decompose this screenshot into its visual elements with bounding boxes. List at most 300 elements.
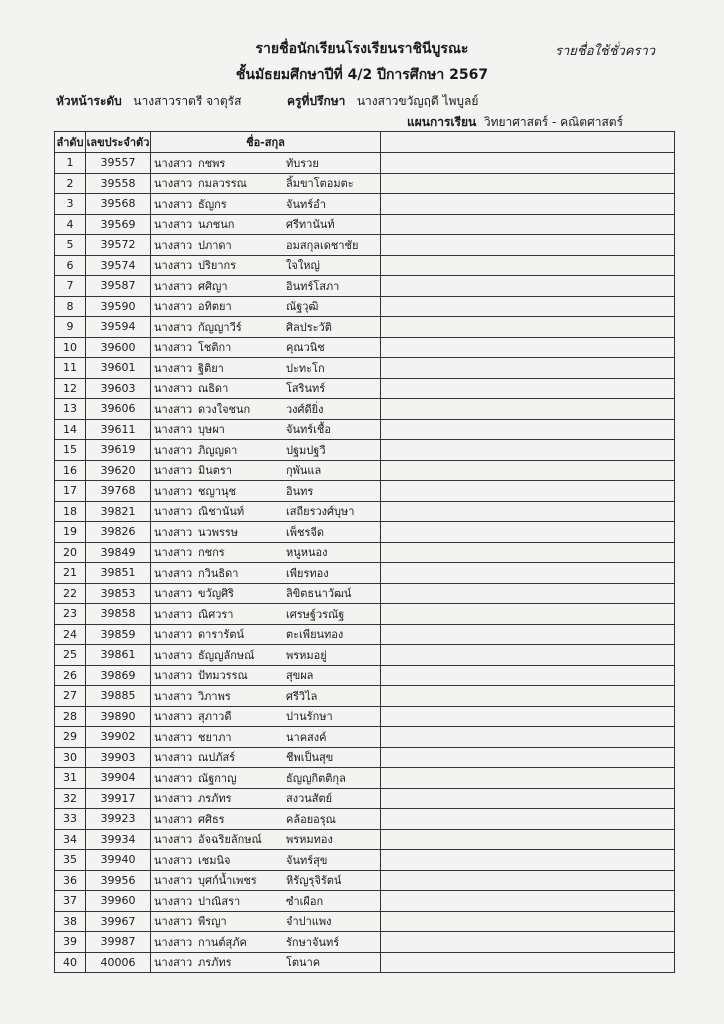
student-name xyxy=(151,501,381,522)
blank-cell xyxy=(381,604,675,625)
blank-cell xyxy=(381,645,675,666)
first-name: โชติกา xyxy=(198,341,232,355)
name-prefix: นางสาว xyxy=(154,566,193,580)
student-name xyxy=(151,358,381,379)
name-prefix: นางสาว xyxy=(154,279,193,293)
blank-cell xyxy=(381,563,675,584)
row-number: 19 xyxy=(55,522,86,543)
blank-cell xyxy=(381,481,675,502)
first-name: ปัทมวรรณ xyxy=(198,669,248,683)
last-name: ศรีทานันท์ xyxy=(286,218,335,232)
student-id: 39620 xyxy=(86,460,151,481)
row-number: 17 xyxy=(55,481,86,502)
table-row xyxy=(55,604,675,625)
last-name: ณัฐวุฒิ xyxy=(286,300,319,314)
blank-cell xyxy=(381,952,675,973)
first-name: ภิญญดา xyxy=(198,443,238,457)
student-name xyxy=(151,706,381,727)
table-row xyxy=(55,317,675,338)
table-row xyxy=(55,481,675,502)
name-prefix: นางสาว xyxy=(154,402,193,416)
name-prefix: นางสาว xyxy=(154,710,193,724)
student-id: 39902 xyxy=(86,727,151,748)
program-label: แผนการเรียน xyxy=(407,115,477,129)
last-name: สุขผล xyxy=(286,669,314,683)
first-name: ศศิญา xyxy=(198,279,228,293)
student-id: 39849 xyxy=(86,542,151,563)
row-number: 5 xyxy=(55,235,86,256)
table-row xyxy=(55,501,675,522)
student-name xyxy=(151,788,381,809)
last-name: พรหมอยู่ xyxy=(286,648,327,662)
table-row xyxy=(55,399,675,420)
table-row xyxy=(55,440,675,461)
class-subtitle: ชั้นมัธยมศึกษาปีที่ 4/2 ปีการศึกษา 2567 xyxy=(235,67,489,83)
student-name xyxy=(151,235,381,256)
last-name: คุณวนิช xyxy=(286,341,325,355)
name-prefix: นางสาว xyxy=(154,669,193,683)
last-name: ซำเผือก xyxy=(286,894,324,908)
row-number: 27 xyxy=(55,686,86,707)
table-row xyxy=(55,563,675,584)
blank-cell xyxy=(381,768,675,789)
table-row xyxy=(55,665,675,686)
table-row xyxy=(55,788,675,809)
student-id: 39601 xyxy=(86,358,151,379)
row-number: 29 xyxy=(55,727,86,748)
name-prefix: นางสาว xyxy=(154,218,193,232)
student-id: 39869 xyxy=(86,665,151,686)
student-id: 39587 xyxy=(86,276,151,297)
first-name: ภรภัทร xyxy=(198,956,232,970)
last-name: อมสกุลเดชาชัย xyxy=(286,238,359,252)
table-row xyxy=(55,358,675,379)
student-name xyxy=(151,460,381,481)
name-prefix: นางสาว xyxy=(154,792,193,806)
advisor-label: ครูที่ปรึกษา xyxy=(287,94,346,108)
last-name: เศรษฐ์วรณัฐ xyxy=(286,607,345,621)
blank-cell xyxy=(381,337,675,358)
blank-cell xyxy=(381,399,675,420)
col-header-no: ลำดับ xyxy=(55,132,86,153)
name-prefix: นางสาว xyxy=(154,628,193,642)
student-id: 39960 xyxy=(86,891,151,912)
level-head-label: หัวหน้าระดับ xyxy=(56,94,122,108)
student-name xyxy=(151,153,381,174)
row-number: 38 xyxy=(55,911,86,932)
blank-cell xyxy=(381,173,675,194)
first-name: บุษผา xyxy=(198,423,225,437)
name-prefix: นางสาว xyxy=(154,587,193,601)
name-prefix: นางสาว xyxy=(154,956,193,970)
table-row xyxy=(55,194,675,215)
student-name xyxy=(151,768,381,789)
student-name xyxy=(151,255,381,276)
first-name: กมลวรรณ xyxy=(198,177,247,191)
first-name: ขวัญศิริ xyxy=(198,587,234,601)
student-id: 39904 xyxy=(86,768,151,789)
first-name: ภรภัทร xyxy=(198,792,232,806)
first-name: กชกร xyxy=(198,546,225,560)
table-row xyxy=(55,460,675,481)
first-name: บุศก์น้ำเพชร xyxy=(198,874,257,888)
row-number: 36 xyxy=(55,870,86,891)
student-id: 39851 xyxy=(86,563,151,584)
first-name: กัญญาวีร์ xyxy=(198,320,242,334)
first-name: ธัญกร xyxy=(198,197,227,211)
last-name: ใจใหญ่ xyxy=(286,259,320,273)
last-name: ปะทะโก xyxy=(286,361,325,375)
col-header-id: เลขประจำตัว xyxy=(86,132,151,153)
blank-cell xyxy=(381,214,675,235)
student-name xyxy=(151,378,381,399)
name-prefix: นางสาว xyxy=(154,156,193,170)
row-number: 6 xyxy=(55,255,86,276)
student-name xyxy=(151,932,381,953)
student-id: 39590 xyxy=(86,296,151,317)
student-name xyxy=(151,296,381,317)
last-name: จันทร์เชื้อ xyxy=(286,423,331,437)
row-number: 2 xyxy=(55,173,86,194)
first-name: ดวงใจชนก xyxy=(198,402,251,416)
student-name xyxy=(151,870,381,891)
blank-cell xyxy=(381,583,675,604)
table-row xyxy=(55,296,675,317)
table-row xyxy=(55,952,675,973)
first-name: ปาณิสรา xyxy=(198,894,241,908)
first-name: ศศิธร xyxy=(198,812,225,826)
student-name xyxy=(151,809,381,830)
row-number: 25 xyxy=(55,645,86,666)
first-name: ณธิดา xyxy=(198,382,229,396)
student-id: 39611 xyxy=(86,419,151,440)
blank-cell xyxy=(381,378,675,399)
last-name: จันทร์อำ xyxy=(286,197,326,211)
row-number: 37 xyxy=(55,891,86,912)
row-number: 26 xyxy=(55,665,86,686)
level-head-name: นางสาวราตรี จาตุรัส xyxy=(133,94,242,108)
last-name: ลิขิตธนาวัฒน์ xyxy=(286,587,352,601)
row-number: 30 xyxy=(55,747,86,768)
student-id: 39903 xyxy=(86,747,151,768)
table-row xyxy=(55,891,675,912)
name-prefix: นางสาว xyxy=(154,546,193,560)
student-name xyxy=(151,911,381,932)
table-row xyxy=(55,522,675,543)
student-id: 39600 xyxy=(86,337,151,358)
name-prefix: นางสาว xyxy=(154,320,193,334)
student-name xyxy=(151,850,381,871)
last-name: ศิลประวัติ xyxy=(286,320,332,334)
study-program xyxy=(407,113,623,132)
first-name: ธัญญลักษณ์ xyxy=(198,648,255,662)
blank-cell xyxy=(381,460,675,481)
blank-cell xyxy=(381,501,675,522)
first-name: วิภาพร xyxy=(198,689,231,703)
student-name xyxy=(151,563,381,584)
blank-cell xyxy=(381,706,675,727)
blank-cell xyxy=(381,440,675,461)
table-row xyxy=(55,911,675,932)
name-prefix: นางสาว xyxy=(154,894,193,908)
student-id: 40006 xyxy=(86,952,151,973)
row-number: 11 xyxy=(55,358,86,379)
first-name: อทิตยา xyxy=(198,300,232,314)
student-id: 39858 xyxy=(86,604,151,625)
table-row xyxy=(55,276,675,297)
student-name xyxy=(151,747,381,768)
first-name: นวพรรษ xyxy=(198,525,239,539)
table-row xyxy=(55,809,675,830)
last-name: จำปาแพง xyxy=(286,915,332,929)
row-number: 14 xyxy=(55,419,86,440)
name-prefix: นางสาว xyxy=(154,300,193,314)
student-id: 39987 xyxy=(86,932,151,953)
first-name: ปภาดา xyxy=(198,238,232,252)
row-number: 24 xyxy=(55,624,86,645)
blank-cell xyxy=(381,809,675,830)
last-name: เสถียรวงศ์บุษา xyxy=(286,505,355,519)
last-name: หิรัญรุจิรัตน์ xyxy=(286,874,342,888)
name-prefix: นางสาว xyxy=(154,853,193,867)
student-id: 39558 xyxy=(86,173,151,194)
last-name: คล้อยอรุณ xyxy=(286,812,336,826)
student-id: 39568 xyxy=(86,194,151,215)
student-name xyxy=(151,522,381,543)
last-name: วงศ์ดียิ่ง xyxy=(286,402,324,416)
blank-cell xyxy=(381,870,675,891)
row-number: 32 xyxy=(55,788,86,809)
table-row xyxy=(55,235,675,256)
student-id: 39572 xyxy=(86,235,151,256)
student-name xyxy=(151,481,381,502)
first-name: เชมนิจ xyxy=(198,853,231,867)
last-name: ลิ้มขาโตอมตะ xyxy=(286,177,354,191)
student-id: 39826 xyxy=(86,522,151,543)
blank-cell xyxy=(381,542,675,563)
student-id: 39569 xyxy=(86,214,151,235)
row-number: 21 xyxy=(55,563,86,584)
last-name: หนูหนอง xyxy=(286,546,328,560)
last-name: ทับรวย xyxy=(286,156,319,170)
first-name: นภชนก xyxy=(198,218,235,232)
student-id: 39619 xyxy=(86,440,151,461)
student-table xyxy=(54,131,675,973)
blank-cell xyxy=(381,788,675,809)
student-name xyxy=(151,727,381,748)
student-id: 39853 xyxy=(86,583,151,604)
name-prefix: นางสาว xyxy=(154,833,193,847)
student-name xyxy=(151,829,381,850)
name-prefix: นางสาว xyxy=(154,238,193,252)
last-name: อินทร xyxy=(286,484,314,498)
blank-cell xyxy=(381,891,675,912)
row-number: 7 xyxy=(55,276,86,297)
student-id: 39768 xyxy=(86,481,151,502)
program-name: วิทยาศาสตร์ - คณิตศาสตร์ xyxy=(483,115,624,129)
row-number: 31 xyxy=(55,768,86,789)
name-prefix: นางสาว xyxy=(154,197,193,211)
blank-cell xyxy=(381,276,675,297)
row-number: 28 xyxy=(55,706,86,727)
row-number: 16 xyxy=(55,460,86,481)
last-name: ปานรักษา xyxy=(286,710,333,724)
row-number: 33 xyxy=(55,809,86,830)
student-id: 39574 xyxy=(86,255,151,276)
student-id: 39859 xyxy=(86,624,151,645)
name-prefix: นางสาว xyxy=(154,464,193,478)
row-number: 34 xyxy=(55,829,86,850)
table-row xyxy=(55,727,675,748)
student-id: 39885 xyxy=(86,686,151,707)
student-id: 39603 xyxy=(86,378,151,399)
student-id: 39594 xyxy=(86,317,151,338)
blank-cell xyxy=(381,419,675,440)
row-number: 22 xyxy=(55,583,86,604)
first-name: สุภาวดี xyxy=(198,710,232,724)
last-name: รักษาจันทร์ xyxy=(286,935,340,949)
student-name xyxy=(151,686,381,707)
student-id: 39917 xyxy=(86,788,151,809)
name-prefix: นางสาว xyxy=(154,935,193,949)
student-id: 39967 xyxy=(86,911,151,932)
row-number: 23 xyxy=(55,604,86,625)
student-name xyxy=(151,173,381,194)
student-name xyxy=(151,645,381,666)
row-number: 35 xyxy=(55,850,86,871)
student-name xyxy=(151,317,381,338)
table-row xyxy=(55,153,675,174)
blank-cell xyxy=(381,255,675,276)
row-number: 10 xyxy=(55,337,86,358)
name-prefix: นางสาว xyxy=(154,771,193,785)
table-row xyxy=(55,747,675,768)
name-prefix: นางสาว xyxy=(154,443,193,457)
blank-cell xyxy=(381,665,675,686)
name-prefix: นางสาว xyxy=(154,751,193,765)
first-name: ชญานุช xyxy=(198,484,237,498)
first-name: อัจฉริยลักษณ์ xyxy=(198,833,262,847)
table-row xyxy=(55,419,675,440)
blank-cell xyxy=(381,358,675,379)
name-prefix: นางสาว xyxy=(154,361,193,375)
name-prefix: นางสาว xyxy=(154,505,193,519)
advisor xyxy=(287,92,478,111)
name-prefix: นางสาว xyxy=(154,730,193,744)
first-name: ฐิติยา xyxy=(198,361,224,375)
name-prefix: นางสาว xyxy=(154,484,193,498)
table-row xyxy=(55,645,675,666)
name-prefix: นางสาว xyxy=(154,607,193,621)
first-name: ดารารัตน์ xyxy=(198,628,244,642)
first-name: มินตรา xyxy=(198,464,232,478)
student-id: 39934 xyxy=(86,829,151,850)
row-number: 12 xyxy=(55,378,86,399)
blank-cell xyxy=(381,747,675,768)
table-row xyxy=(55,686,675,707)
table-row xyxy=(55,829,675,850)
table-row xyxy=(55,624,675,645)
last-name: พรหมทอง xyxy=(286,833,333,847)
row-number: 18 xyxy=(55,501,86,522)
student-id: 39956 xyxy=(86,870,151,891)
first-name: ณิศวรา xyxy=(198,607,234,621)
name-prefix: นางสาว xyxy=(154,423,193,437)
blank-cell xyxy=(381,932,675,953)
school-title: รายชื่อนักเรียนโรงเรียนราชินีบูรณะ xyxy=(255,41,469,57)
row-number: 9 xyxy=(55,317,86,338)
blank-cell xyxy=(381,624,675,645)
student-id: 39821 xyxy=(86,501,151,522)
blank-cell xyxy=(381,522,675,543)
student-name xyxy=(151,891,381,912)
name-prefix: นางสาว xyxy=(154,341,193,355)
first-name: ณัฐกาญ xyxy=(198,771,237,785)
last-name: ปฐมปฐวี xyxy=(286,443,326,457)
blank-cell xyxy=(381,194,675,215)
last-name: ชีพเป็นสุข xyxy=(286,751,334,765)
name-prefix: นางสาว xyxy=(154,648,193,662)
last-name: กุพันแล xyxy=(286,464,322,478)
row-number: 20 xyxy=(55,542,86,563)
table-row xyxy=(55,378,675,399)
last-name: จันทร์สุข xyxy=(286,853,328,867)
student-name xyxy=(151,276,381,297)
blank-cell xyxy=(381,686,675,707)
row-number: 40 xyxy=(55,952,86,973)
first-name: พีรญา xyxy=(198,915,227,929)
name-prefix: นางสาว xyxy=(154,915,193,929)
row-number: 15 xyxy=(55,440,86,461)
student-name xyxy=(151,583,381,604)
last-name: โตนาค xyxy=(286,956,321,970)
name-prefix: นางสาว xyxy=(154,689,193,703)
last-name: โสรินทร์ xyxy=(286,382,326,396)
blank-cell xyxy=(381,727,675,748)
student-name xyxy=(151,194,381,215)
name-prefix: นางสาว xyxy=(154,177,193,191)
first-name: กวินธิดา xyxy=(198,566,239,580)
row-number: 8 xyxy=(55,296,86,317)
name-prefix: นางสาว xyxy=(154,382,193,396)
row-number: 1 xyxy=(55,153,86,174)
table-header-row xyxy=(55,132,675,153)
first-name: กานต์สุภัค xyxy=(198,935,247,949)
student-id: 39890 xyxy=(86,706,151,727)
blank-cell xyxy=(381,296,675,317)
table-row xyxy=(55,850,675,871)
student-name xyxy=(151,440,381,461)
student-name xyxy=(151,665,381,686)
student-name xyxy=(151,542,381,563)
first-name: ปริยากร xyxy=(198,259,237,273)
col-header-name: ชื่อ-สกุล xyxy=(151,132,381,153)
table-row xyxy=(55,932,675,953)
blank-cell xyxy=(381,235,675,256)
table-row xyxy=(55,706,675,727)
level-head xyxy=(56,92,241,111)
last-name: อินทร์โสภา xyxy=(286,279,340,293)
col-header-blank xyxy=(381,132,675,153)
temporary-list-note: รายชื่อใช้ชั่วคราว xyxy=(555,44,656,59)
blank-cell xyxy=(381,829,675,850)
name-prefix: นางสาว xyxy=(154,812,193,826)
last-name: ธัญญกิตติกุล xyxy=(286,771,346,785)
advisor-name: นางสาวขวัญฤดี ไพบูลย์ xyxy=(356,94,479,108)
student-name xyxy=(151,952,381,973)
student-id: 39861 xyxy=(86,645,151,666)
table-row xyxy=(55,255,675,276)
